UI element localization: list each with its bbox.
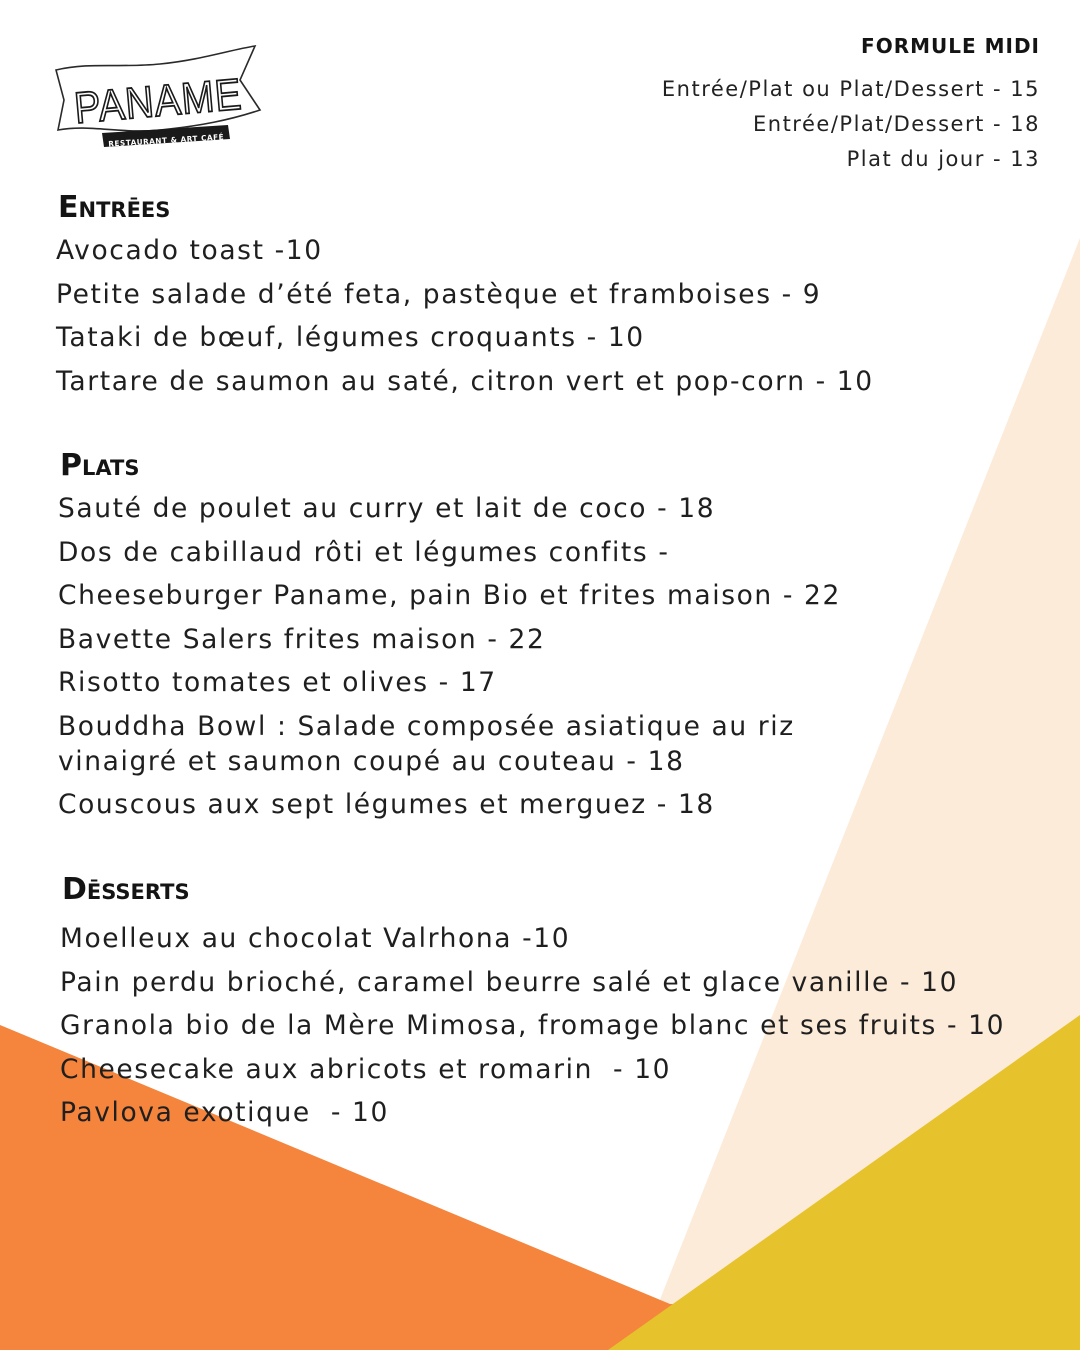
section-title-entrees: Entrēes (58, 190, 171, 225)
paname-logo (50, 40, 264, 155)
formule-title: FORMULE MIDI (861, 34, 1040, 58)
menu-item: Granola bio de la Mère Mimosa, fromage blanc et ses fruits - 10 (60, 1010, 1006, 1041)
menu-item-line: Bouddha Bowl : Salade composée asiatique au riz (58, 710, 795, 742)
menu-item: Cheesecake aux abricots et romarin - 10 (60, 1053, 672, 1085)
menu-item: Dos de cabillaud rôti et légumes confits - (58, 536, 670, 568)
section-entrees (56, 190, 874, 407)
formule-midi (662, 34, 1040, 177)
formule-line: Entrée/Plat/Dessert - 18 (753, 112, 1040, 136)
menu-item: Petite salade d’été feta, pastèque et framboises - 9 (56, 278, 822, 310)
logo-wordmark: PANAME (72, 67, 264, 134)
menu-item: Pavlova exotique - 10 (60, 1097, 389, 1128)
section-desserts (60, 872, 1005, 1139)
menu-item: Pain perdu brioché, caramel beurre salé et glace vanille - 10 (60, 966, 959, 998)
menu-item: Sauté de poulet au curry et lait de coco - 18 (58, 493, 716, 524)
section-plats (58, 448, 841, 831)
menu-item: Bavette Salers frites maison - 22 (58, 623, 546, 655)
menu-item-line: vinaigré et saumon coupé au couteau - 18 (58, 745, 685, 777)
menu-item: Cheeseburger Paname, pain Bio et frites maison - 22 (58, 580, 841, 611)
menu-item: Moelleux au chocolat Valrhona -10 (60, 923, 571, 954)
section-title-desserts: Dēsserts (62, 872, 190, 907)
section-title-plats: Plats (60, 448, 140, 483)
menu-item: Risotto tomates et olives - 17 (58, 667, 497, 698)
menu-item: Tartare de saumon au saté, citron vert et pop-corn - 10 (56, 365, 874, 397)
menu-item: Couscous aux sept légumes et merguez - 18 (58, 789, 715, 820)
formule-line: Entrée/Plat ou Plat/Dessert - 15 (661, 77, 1040, 101)
menu-item-bouddha-bowl (58, 709, 841, 779)
menu-item: Tataki de bœuf, légumes croquants - 10 (56, 322, 645, 353)
menu-item: Avocado toast -10 (56, 235, 323, 266)
logo-tagline: RESTAURANT & ART CAFÉ (108, 132, 229, 149)
formule-line: Plat du jour - 13 (846, 147, 1040, 171)
